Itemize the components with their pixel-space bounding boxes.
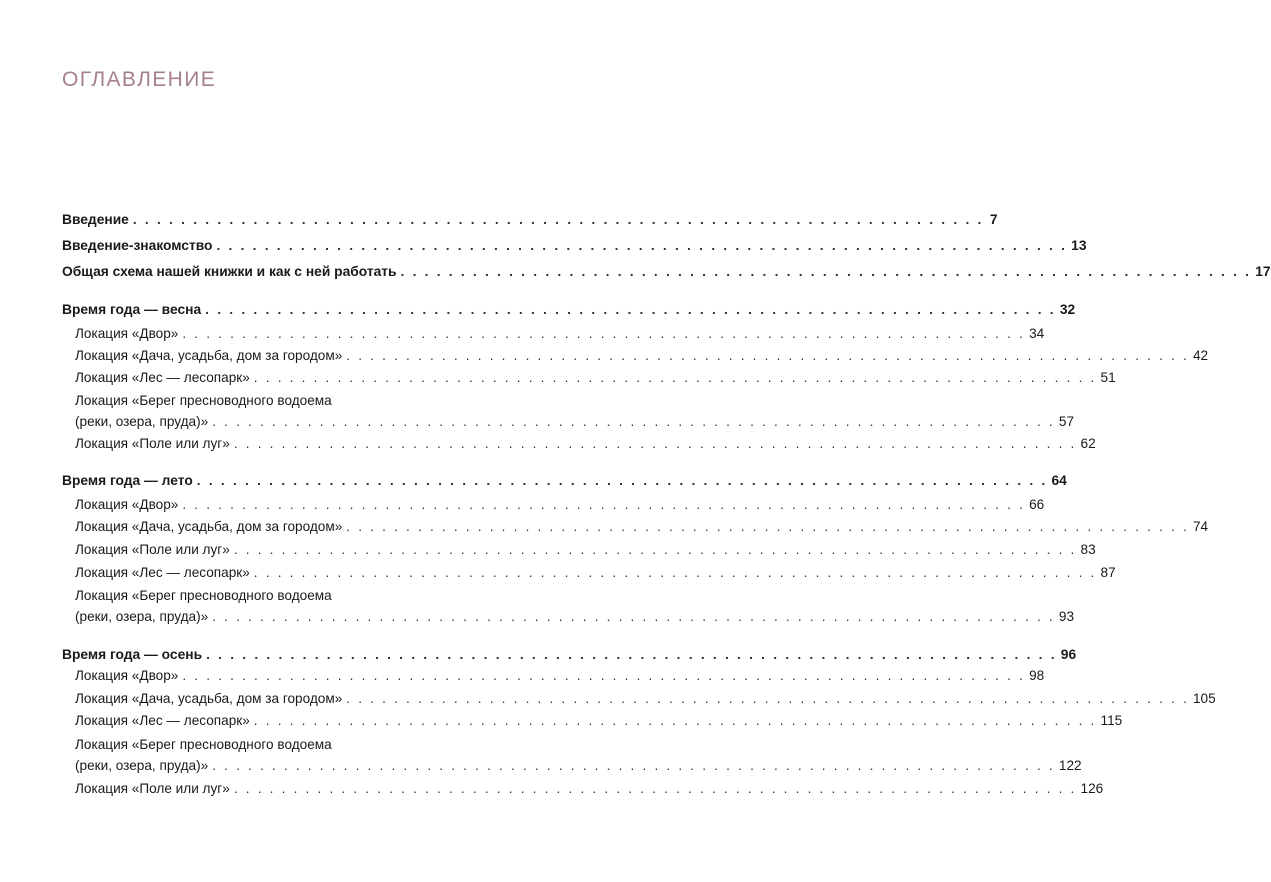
toc-page-number: 17 (1255, 264, 1271, 279)
leader-dots: . . . . . . . . . . . . . . . . . . . . . . . . . . . . . . . . . . . . . . . . . . . . . . . . . . . . . . . . . . . . . . . . . . . . . . . (346, 691, 1189, 706)
toc-page-number: 42 (1193, 348, 1209, 363)
toc-entry-title: Локация «Двор» (75, 668, 179, 683)
toc-subentry[interactable] (75, 609, 1075, 625)
toc-page-number: 96 (1060, 647, 1077, 662)
leader-dots: . . . . . . . . . . . . . . . . . . . . . . . . . . . . . . . . . . . . . . . . . . . . . . . . . . . . . . . . . . . . . . . . . . . . . . . (182, 497, 1026, 512)
toc-entry-title: Время года — весна (62, 302, 202, 317)
toc-page-number: 122 (1058, 758, 1082, 773)
leader-dots: . . . . . . . . . . . . . . . . . . . . . . . . . . . . . . . . . . . . . . . . . . . . . . . . . . . . . . . . . . . . . . . . . . . . . . . (253, 565, 1097, 580)
toc-subentry[interactable] (75, 414, 1075, 430)
leader-dots: . . . . . . . . . . . . . . . . . . . . . . . . . . . . . . . . . . . . . . . . . . . . . . . . . . . . . . . . . . . . . . . . . . . . . . . (196, 473, 1048, 488)
toc-subentry[interactable] (75, 668, 1045, 684)
page-title: ОГЛАВЛЕНИЕ (62, 68, 217, 91)
leader-dots: . . . . . . . . . . . . . . . . . . . . . . . . . . . . . . . . . . . . . . . . . . . . . . . . . . . . . . . . . . . . . . . . . . . . . . . (132, 212, 984, 227)
toc-page-number: 64 (1051, 473, 1067, 488)
toc-page-number: 13 (1071, 238, 1087, 253)
leader-dots: . . . . . . . . . . . . . . . . . . . . . . . . . . . . . . . . . . . . . . . . . . . . . . . . . . . . . . . . . . . . . . . . . . . . . . . (400, 264, 1252, 279)
toc-entry-title: Локация «Дача, усадьба, дом за городом» (75, 691, 343, 706)
leader-dots: . . . . . . . . . . . . . . . . . . . . . . . . . . . . . . . . . . . . . . . . . . . . . . . . . . . . . . . . . . . . . . . . . . . . . . . (253, 370, 1097, 385)
leader-dots: . . . . . . . . . . . . . . . . . . . . . . . . . . . . . . . . . . . . . . . . . . . . . . . . . . . . . . . . . . . . . . . . . . . . . . . (212, 758, 1055, 773)
leader-dots: . . . . . . . . . . . . . . . . . . . . . . . . . . . . . . . . . . . . . . . . . . . . . . . . . . . . . . . . . . . . . . . . . . . . . . . (206, 647, 1057, 662)
toc-page-number: 32 (1059, 302, 1076, 317)
toc-page-number: 126 (1080, 781, 1104, 796)
toc-page-number: 93 (1058, 609, 1075, 624)
toc-entry[interactable] (62, 238, 1087, 254)
toc-page-number: 105 (1193, 691, 1216, 706)
toc-subentry[interactable] (75, 781, 1104, 797)
toc-entry-title: Время года — лето (62, 473, 193, 488)
leader-dots: . . . . . . . . . . . . . . . . . . . . . . . . . . . . . . . . . . . . . . . . . . . . . . . . . . . . . . . . . . . . . . . . . . . . . . . (212, 414, 1055, 429)
toc-subentry[interactable] (75, 519, 1209, 535)
leader-dots: . . . . . . . . . . . . . . . . . . . . . . . . . . . . . . . . . . . . . . . . . . . . . . . . . . . . . . . . . . . . . . . . . . . . . . . (253, 713, 1097, 728)
toc-entry-title-line1: Локация «Берег пресноводного водоема (75, 737, 332, 752)
leader-dots: . . . . . . . . . . . . . . . . . . . . . . . . . . . . . . . . . . . . . . . . . . . . . . . . . . . . . . . . . . . . . . . . . . . . . . . (233, 436, 1077, 451)
toc-page-number: 57 (1058, 414, 1075, 429)
toc-page-number: 34 (1029, 326, 1045, 341)
toc-page-number: 74 (1193, 519, 1209, 534)
leader-dots: . . . . . . . . . . . . . . . . . . . . . . . . . . . . . . . . . . . . . . . . . . . . . . . . . . . . . . . . . . . . . . . . . . . . . . . (216, 238, 1068, 253)
toc-page-number: 51 (1100, 370, 1116, 385)
toc-entry-title-line1: Локация «Берег пресноводного водоема (75, 393, 332, 408)
toc-entry-title: Время года — осень (62, 647, 203, 662)
leader-dots: . . . . . . . . . . . . . . . . . . . . . . . . . . . . . . . . . . . . . . . . . . . . . . . . . . . . . . . . . . . . . . . . . . . . . . . (346, 348, 1189, 363)
toc-page-number: 83 (1080, 542, 1096, 557)
toc-subentry[interactable] (75, 713, 1123, 729)
toc-entry-title: Локация «Дача, усадьба, дом за городом» (75, 519, 343, 534)
toc-entry-title: Локация «Поле или луг» (75, 436, 230, 451)
toc-entry-title: Локация «Лес — лесопарк» (75, 370, 250, 385)
toc-subentry[interactable] (75, 758, 1082, 774)
leader-dots: . . . . . . . . . . . . . . . . . . . . . . . . . . . . . . . . . . . . . . . . . . . . . . . . . . . . . . . . . . . . . . . . . . . . . . . (212, 609, 1055, 624)
toc-entry[interactable] (62, 264, 1271, 280)
toc-subentry[interactable] (75, 348, 1209, 364)
leader-dots: . . . . . . . . . . . . . . . . . . . . . . . . . . . . . . . . . . . . . . . . . . . . . . . . . . . . . . . . . . . . . . . . . . . . . . . (205, 302, 1056, 317)
toc-page-number: 87 (1100, 565, 1116, 580)
toc-entry-title: Локация «Двор» (75, 497, 179, 512)
toc-subentry[interactable] (75, 497, 1045, 513)
toc-page-number: 66 (1029, 497, 1045, 512)
toc-entry-title: Введение-знакомство (62, 238, 213, 253)
toc-subentry[interactable] (75, 691, 1216, 707)
toc-entry-title-line1: Локация «Берег пресноводного водоема (75, 588, 332, 603)
toc-entry-title: Введение (62, 212, 129, 227)
leader-dots: . . . . . . . . . . . . . . . . . . . . . . . . . . . . . . . . . . . . . . . . . . . . . . . . . . . . . . . . . . . . . . . . . . . . . . . (233, 781, 1077, 796)
toc-subentry[interactable] (75, 370, 1116, 386)
toc-subentry[interactable] (75, 326, 1045, 342)
toc-section-autumn[interactable] (62, 647, 1077, 663)
toc-section-summer[interactable] (62, 473, 1067, 489)
toc-page-number: 62 (1080, 436, 1096, 451)
toc-entry-title-line2: (реки, озера, пруда)» (75, 414, 209, 429)
toc-subentry[interactable] (75, 436, 1096, 452)
toc-page-number: 115 (1100, 713, 1123, 728)
toc-entry-title-line2: (реки, озера, пруда)» (75, 758, 209, 773)
leader-dots: . . . . . . . . . . . . . . . . . . . . . . . . . . . . . . . . . . . . . . . . . . . . . . . . . . . . . . . . . . . . . . . . . . . . . . . (182, 326, 1026, 341)
toc-entry[interactable] (62, 212, 998, 228)
toc-page-number: 7 (989, 212, 998, 227)
toc-page-number: 98 (1029, 668, 1045, 683)
leader-dots: . . . . . . . . . . . . . . . . . . . . . . . . . . . . . . . . . . . . . . . . . . . . . . . . . . . . . . . . . . . . . . . . . . . . . . . (182, 668, 1026, 683)
toc-entry-title: Локация «Двор» (75, 326, 179, 341)
toc-section-spring[interactable] (62, 302, 1076, 318)
toc-entry-title: Локация «Лес — лесопарк» (75, 713, 250, 728)
toc-entry-title: Локация «Лес — лесопарк» (75, 565, 250, 580)
toc-subentry[interactable] (75, 565, 1116, 581)
toc-entry-title-line2: (реки, озера, пруда)» (75, 609, 209, 624)
leader-dots: . . . . . . . . . . . . . . . . . . . . . . . . . . . . . . . . . . . . . . . . . . . . . . . . . . . . . . . . . . . . . . . . . . . . . . . (233, 542, 1077, 557)
toc-entry-title: Локация «Поле или луг» (75, 781, 230, 796)
toc-subentry[interactable] (75, 542, 1096, 558)
toc-entry-title: Общая схема нашей книжки и как с ней работать (62, 264, 397, 279)
leader-dots: . . . . . . . . . . . . . . . . . . . . . . . . . . . . . . . . . . . . . . . . . . . . . . . . . . . . . . . . . . . . . . . . . . . . . . . (346, 519, 1189, 534)
toc-entry-title: Локация «Дача, усадьба, дом за городом» (75, 348, 343, 363)
toc-entry-title: Локация «Поле или луг» (75, 542, 230, 557)
